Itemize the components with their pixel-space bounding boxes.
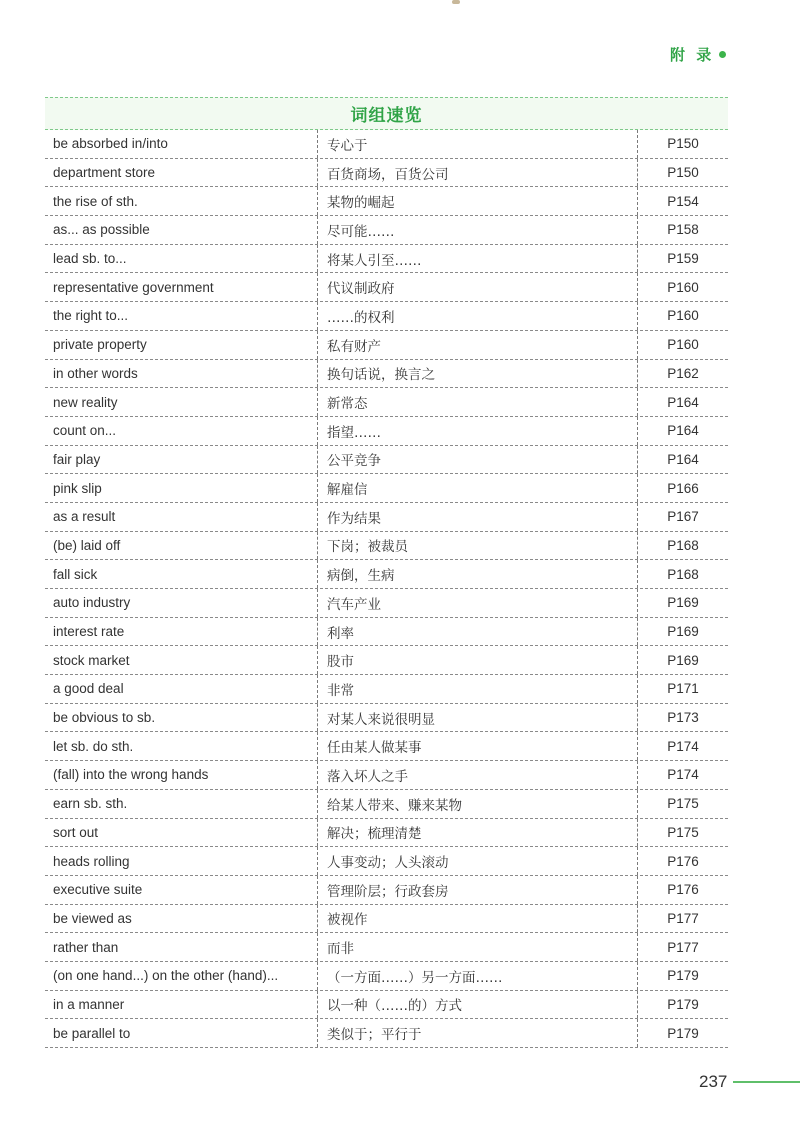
page-ref-cell: P168 bbox=[667, 537, 699, 553]
page-ref-cell: P176 bbox=[667, 882, 699, 898]
phrase-cell: fall sick bbox=[53, 566, 98, 582]
table-row bbox=[45, 331, 728, 360]
phrase-cell: earn sb. sth. bbox=[53, 796, 128, 812]
meaning-cell: （一方面……）另一方面…… bbox=[317, 962, 638, 990]
meaning-cell: 落入坏人之手 bbox=[317, 761, 638, 789]
page-ref-cell: P160 bbox=[667, 337, 699, 353]
phrase-cell: private property bbox=[53, 337, 147, 353]
meaning-cell: 非常 bbox=[317, 675, 638, 703]
phrase-cell: be obvious to sb. bbox=[53, 710, 156, 726]
meaning-cell: 而非 bbox=[317, 933, 638, 961]
phrase-cell: let sb. do sth. bbox=[53, 738, 134, 754]
table-row bbox=[45, 646, 728, 675]
meaning-cell: 给某人带来、赚来某物 bbox=[317, 790, 638, 818]
table-row bbox=[45, 704, 728, 733]
phrase-cell: a good deal bbox=[53, 681, 124, 697]
meaning-cell: 尽可能…… bbox=[317, 216, 638, 244]
phrase-cell: interest rate bbox=[53, 624, 125, 640]
meaning-cell: 解决；梳理清楚 bbox=[317, 819, 638, 847]
table-row bbox=[45, 360, 728, 389]
meaning-cell: 类似于；平行于 bbox=[317, 1019, 638, 1047]
table-row bbox=[45, 905, 728, 934]
phrase-cell: fair play bbox=[53, 451, 101, 467]
phrase-cell: be absorbed in/into bbox=[53, 136, 168, 152]
meaning-cell: 新常态 bbox=[317, 388, 638, 416]
phrase-table bbox=[45, 97, 728, 1048]
table-row bbox=[45, 187, 728, 216]
meaning-cell: 代议制政府 bbox=[317, 273, 638, 301]
section-label: 附 录 bbox=[670, 46, 715, 64]
meaning-cell: 病倒，生病 bbox=[317, 560, 638, 588]
page-ref-cell: P162 bbox=[667, 365, 699, 381]
meaning-cell: 解雇信 bbox=[317, 474, 638, 502]
table-body bbox=[45, 130, 728, 1048]
page-ref-cell: P150 bbox=[667, 136, 699, 152]
meaning-cell: 指望…… bbox=[317, 417, 638, 445]
table-row bbox=[45, 819, 728, 848]
phrase-cell: as... as possible bbox=[53, 222, 150, 238]
table-row bbox=[45, 417, 728, 446]
meaning-cell: 换句话说，换言之 bbox=[317, 360, 638, 388]
meaning-cell: 公平竞争 bbox=[317, 446, 638, 474]
table-row bbox=[45, 847, 728, 876]
page-ref-cell: P179 bbox=[667, 968, 699, 984]
phrase-cell: be parallel to bbox=[53, 1025, 131, 1041]
meaning-cell: 某物的崛起 bbox=[317, 187, 638, 215]
page-rule bbox=[733, 1081, 800, 1083]
table-row bbox=[45, 1019, 728, 1048]
page-ref-cell: P168 bbox=[667, 566, 699, 582]
page-ref-cell: P160 bbox=[667, 308, 699, 324]
page-ref-cell: P158 bbox=[667, 222, 699, 238]
table-title: 词组速览 bbox=[350, 106, 423, 126]
table-row bbox=[45, 216, 728, 245]
section-dot-icon bbox=[719, 51, 726, 58]
table-row bbox=[45, 962, 728, 991]
page-ref-cell: P174 bbox=[667, 738, 699, 754]
page-ref-cell: P167 bbox=[667, 509, 699, 525]
phrase-cell: the rise of sth. bbox=[53, 193, 138, 209]
table-row bbox=[45, 675, 728, 704]
meaning-cell: 专心于 bbox=[317, 130, 638, 158]
meaning-cell: 下岗；被裁员 bbox=[317, 532, 638, 560]
page-ref-cell: P171 bbox=[667, 681, 699, 697]
table-row bbox=[45, 933, 728, 962]
meaning-cell: ……的权利 bbox=[317, 302, 638, 330]
scan-mark bbox=[452, 0, 460, 4]
phrase-cell: as a result bbox=[53, 509, 116, 525]
phrase-cell: department store bbox=[53, 165, 156, 181]
page-ref-cell: P179 bbox=[667, 996, 699, 1012]
meaning-cell: 管理阶层；行政套房 bbox=[317, 876, 638, 904]
meaning-cell: 将某人引至…… bbox=[317, 245, 638, 273]
phrase-cell: be viewed as bbox=[53, 910, 132, 926]
phrase-cell: pink slip bbox=[53, 480, 102, 496]
phrase-cell: (fall) into the wrong hands bbox=[53, 767, 209, 783]
page-ref-cell: P150 bbox=[667, 165, 699, 181]
table-row bbox=[45, 302, 728, 331]
page-ref-cell: P164 bbox=[667, 423, 699, 439]
table-row bbox=[45, 446, 728, 475]
page-ref-cell: P169 bbox=[667, 652, 699, 668]
meaning-cell: 以一种（……的）方式 bbox=[317, 991, 638, 1019]
meaning-cell: 人事变动；人头滚动 bbox=[317, 847, 638, 875]
page-ref-cell: P177 bbox=[667, 939, 699, 955]
table-row bbox=[45, 732, 728, 761]
table-row bbox=[45, 388, 728, 417]
page-ref-cell: P173 bbox=[667, 710, 699, 726]
page-ref-cell: P166 bbox=[667, 480, 699, 496]
table-row bbox=[45, 245, 728, 274]
table-row bbox=[45, 532, 728, 561]
phrase-cell: representative government bbox=[53, 279, 214, 295]
table-row bbox=[45, 503, 728, 532]
page-ref-cell: P169 bbox=[667, 624, 699, 640]
phrase-cell: heads rolling bbox=[53, 853, 130, 869]
phrase-cell: new reality bbox=[53, 394, 118, 410]
phrase-cell: stock market bbox=[53, 652, 130, 668]
page-ref-cell: P179 bbox=[667, 1025, 699, 1041]
table-row bbox=[45, 159, 728, 188]
meaning-cell: 对某人来说很明显 bbox=[317, 704, 638, 732]
phrase-cell: sort out bbox=[53, 824, 99, 840]
phrase-cell: executive suite bbox=[53, 882, 143, 898]
meaning-cell: 任由某人做某事 bbox=[317, 732, 638, 760]
phrase-cell: (be) laid off bbox=[53, 537, 121, 553]
meaning-cell: 私有财产 bbox=[317, 331, 638, 359]
meaning-cell: 汽车产业 bbox=[317, 589, 638, 617]
meaning-cell: 百货商场，百货公司 bbox=[317, 159, 638, 187]
table-row bbox=[45, 474, 728, 503]
page-ref-cell: P164 bbox=[667, 394, 699, 410]
phrase-cell: lead sb. to... bbox=[53, 251, 127, 267]
table-row bbox=[45, 130, 728, 159]
page-ref-cell: P174 bbox=[667, 767, 699, 783]
table-row bbox=[45, 876, 728, 905]
table-row bbox=[45, 991, 728, 1020]
page-ref-cell: P176 bbox=[667, 853, 699, 869]
page-ref-cell: P175 bbox=[667, 796, 699, 812]
meaning-cell: 股市 bbox=[317, 646, 638, 674]
phrase-cell: the right to... bbox=[53, 308, 129, 324]
page-ref-cell: P159 bbox=[667, 251, 699, 267]
table-title-row bbox=[45, 97, 728, 130]
page-ref-cell: P164 bbox=[667, 451, 699, 467]
meaning-cell: 利率 bbox=[317, 618, 638, 646]
table-row bbox=[45, 761, 728, 790]
page-ref-cell: P177 bbox=[667, 910, 699, 926]
page-ref-cell: P169 bbox=[667, 595, 699, 611]
page-ref-cell: P160 bbox=[667, 279, 699, 295]
phrase-cell: (on one hand...) on the other (hand)... bbox=[53, 968, 279, 984]
table-row bbox=[45, 560, 728, 589]
page-ref-cell: P175 bbox=[667, 824, 699, 840]
table-row bbox=[45, 589, 728, 618]
table-row bbox=[45, 273, 728, 302]
table-row bbox=[45, 790, 728, 819]
phrase-cell: count on... bbox=[53, 423, 117, 439]
phrase-cell: auto industry bbox=[53, 595, 131, 611]
meaning-cell: 被视作 bbox=[317, 905, 638, 933]
page-number: 237 bbox=[699, 1072, 728, 1091]
phrase-cell: rather than bbox=[53, 939, 119, 955]
phrase-cell: in other words bbox=[53, 365, 138, 381]
page-ref-cell: P154 bbox=[667, 193, 699, 209]
table-row bbox=[45, 618, 728, 647]
phrase-cell: in a manner bbox=[53, 996, 125, 1012]
meaning-cell: 作为结果 bbox=[317, 503, 638, 531]
